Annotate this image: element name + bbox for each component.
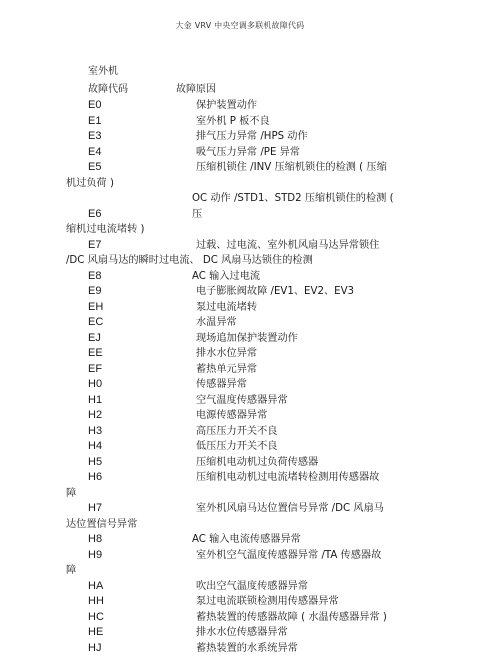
fault-description: 空气温度传感器异常 (196, 394, 288, 406)
fault-description: 蓄热单元异常 (196, 363, 258, 375)
section-title: 室外机 (88, 66, 118, 77)
fault-description: OC 动作 /STD1、STD2 压缩机锁住的检测 ( (192, 193, 394, 204)
fault-code: EJ (88, 331, 101, 344)
page-header: 大金 VRV 中央空调多联机故障代码 (175, 21, 305, 30)
fault-description-continuation: 障 (66, 565, 77, 576)
fault-description-continuation: 障 (66, 487, 77, 499)
fault-description: 室外机 P 板不良 (196, 115, 270, 127)
fault-code: H8 (88, 533, 103, 545)
fault-code: HA (88, 579, 104, 592)
fault-code: EE (88, 347, 103, 359)
fault-description: 水温异常 (196, 317, 237, 328)
fault-code: E0 (88, 99, 102, 111)
fault-code: E3 (88, 130, 102, 142)
fault-description: 现场追加保护装置动作 (196, 332, 298, 344)
fault-description: 压缩机电动机过负荷传感器 (196, 456, 319, 468)
fault-description: 室外机空气温度传感器异常 /TA 传感器故 (196, 549, 382, 561)
fault-description-continuation: /DC 风扇马达的瞬时过电流、 DC 风扇马达锁住的检测 (66, 255, 313, 266)
fault-description: 压缩机电动机过电流堵转检测用传感器故 (196, 472, 380, 483)
fault-code: E6 (88, 207, 102, 220)
fault-description: 室外机风扇马达位置信号异常 /DC 风扇马 (196, 503, 384, 514)
fault-code: EF (88, 362, 103, 375)
fault-code: HH (88, 595, 104, 607)
fault-description: 泵过电流联锁检测用传感器异常 (196, 596, 339, 607)
fault-code: E4 (88, 145, 102, 158)
fault-description: 吹出空气温度传感器异常 (196, 580, 309, 592)
fault-code: EH (88, 300, 104, 313)
fault-description: 排气压力异常 /HPS 动作 (196, 131, 308, 142)
fault-code: E1 (88, 114, 102, 127)
fault-description: 吸气压力异常 /PE 异常 (196, 146, 300, 158)
fault-code: E8 (88, 269, 102, 282)
column-header-code: 故障代码 (88, 84, 128, 95)
fault-code: HC (88, 610, 104, 623)
fault-description: 过载、过电流、室外机风扇马达异常锁住 (196, 239, 380, 251)
fault-description-continuation: 机过负荷 ) (66, 177, 114, 189)
fault-description: 电源传感器异常 (196, 410, 268, 421)
fault-description-wrap: 压 (192, 208, 203, 220)
fault-code: H4 (88, 440, 103, 452)
fault-code: H6 (88, 471, 103, 483)
fault-description: 蓄热装置的水系统异常 (196, 642, 298, 654)
fault-description: 压缩机锁住 /INV 压缩机锁住的检测 ( 压缩 (196, 162, 387, 173)
column-header-cause: 故障原因 (176, 84, 216, 95)
fault-description: AC 输入过电流 (192, 270, 261, 282)
fault-code: E7 (88, 238, 102, 251)
fault-description: 排水水位传感器异常 (196, 627, 288, 638)
fault-description: 低压压力开关不良 (196, 441, 278, 452)
fault-description: 泵过电流堵转 (196, 301, 258, 313)
fault-description: 高压压力开关不良 (196, 425, 278, 437)
fault-code: HE (88, 626, 104, 638)
fault-description: 排水水位异常 (196, 348, 258, 359)
fault-code: H9 (88, 548, 103, 561)
fault-description-continuation: 缩机过电流堵转 ) (66, 224, 145, 235)
fault-code: H0 (88, 378, 103, 390)
fault-description: AC 输入电流传感器异常 (192, 534, 301, 545)
fault-code: H3 (88, 424, 103, 437)
fault-description: 蓄热装置的传感器故障 ( 水温传感器异常 ) (196, 611, 387, 623)
fault-code: E5 (88, 161, 102, 173)
fault-code: HJ (88, 641, 102, 654)
fault-description: 电子膨胀阀故障 /EV1、EV2、EV3 (196, 286, 355, 297)
fault-description-continuation: 达位置信号异常 (66, 518, 138, 530)
fault-description: 传感器异常 (196, 379, 247, 390)
fault-code: H1 (88, 393, 103, 406)
fault-description: 保护装置动作 (196, 100, 258, 111)
fault-code: EC (88, 316, 104, 328)
fault-code: H7 (88, 502, 103, 514)
fault-code: H2 (88, 409, 103, 421)
fault-code: H5 (88, 455, 103, 468)
fault-code: E9 (88, 285, 102, 297)
